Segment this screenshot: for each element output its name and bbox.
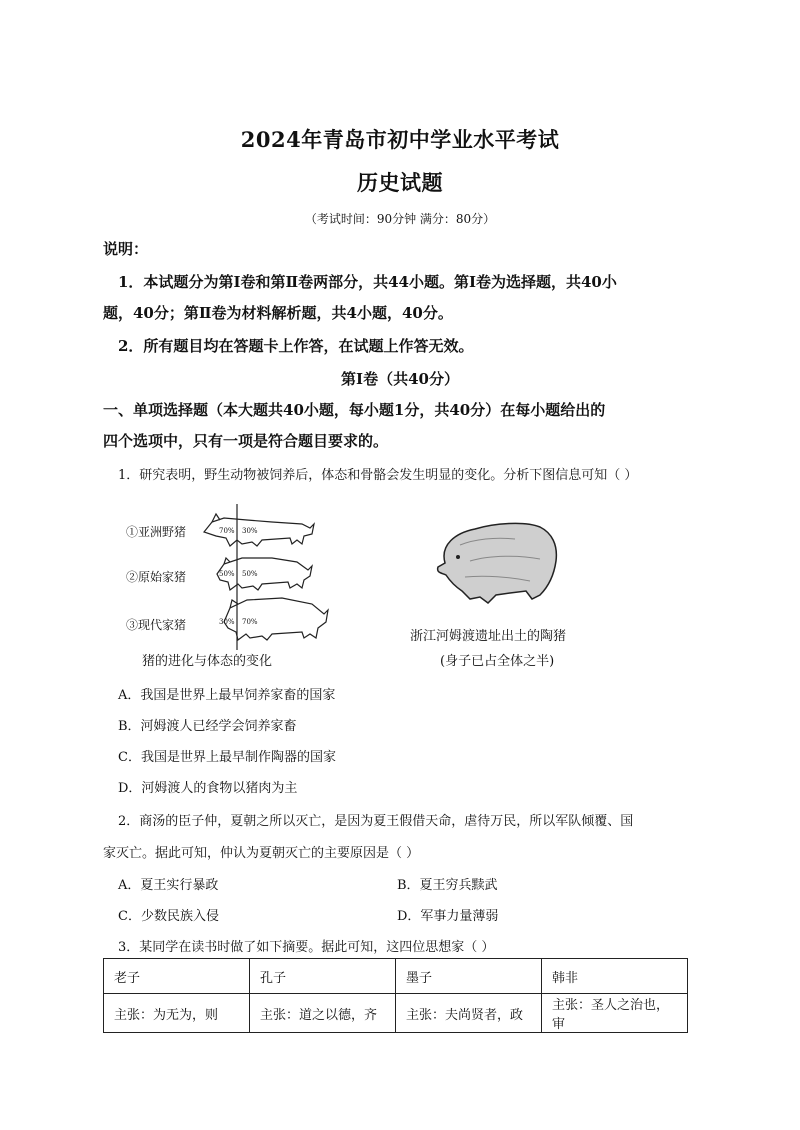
subject-title: 历史试题 — [357, 170, 443, 195]
instruction-item-1-line-1: 1．本试题分为第Ⅰ卷和第Ⅱ卷两部分，共44小题。第Ⅰ卷为选择题，共40小 — [118, 273, 617, 291]
exam-title: 2024年青岛市初中学业水平考试 — [240, 127, 560, 152]
part-heading-line-2: 四个选项中，只有一项是符合题目要求的。 — [103, 432, 389, 450]
thinkers-table — [103, 958, 688, 1033]
question-2-option-a: A．夏王实行暴政 — [118, 878, 219, 893]
table-header-cell: 老子 — [104, 959, 250, 994]
pig-row-3-front-pct: 30% — [219, 618, 235, 626]
question-3-stem: 3．某同学在读书时做了如下摘要。据此可知，这四位思想家（ ） — [118, 940, 495, 955]
pig-row-1-label: ①亚洲野猪 — [126, 525, 187, 539]
exam-info: （考试时间：90分钟 满分：80分） — [304, 212, 496, 226]
table-header-cell: 墨子 — [396, 959, 542, 994]
pottery-pig-icon — [400, 505, 620, 615]
question-1-option-b: B．河姆渡人已经学会饲养家畜 — [118, 719, 297, 734]
part-heading-line-1: 一、单项选择题（本大题共40小题，每小题1分，共40分）在每小题给出的 — [103, 401, 606, 419]
question-2-option-c: C．少数民族入侵 — [118, 909, 219, 924]
question-2-stem-line-1: 2．商汤的臣子仲，夏朝之所以灭亡，是因为夏王假借天命，虐待万民，所以军队倾覆、国 — [118, 814, 634, 829]
table-cell: 主张：圣人之治也，审 — [542, 994, 688, 1033]
pig-row-2-back-pct: 50% — [242, 570, 258, 578]
question-2-option-b: B．夏王穷兵黩武 — [397, 878, 498, 893]
table-row — [104, 994, 688, 1033]
table-header-cell: 孔子 — [250, 959, 396, 994]
table-cell: 主张：为无为，则 — [104, 994, 250, 1033]
pig-evolution-caption: 猪的进化与体态的变化 — [142, 654, 273, 669]
table-cell: 主张：夫尚贤者，政 — [396, 994, 542, 1033]
question-1-stem: 1．研究表明，野生动物被饲养后，体态和骨骼会发生明显的变化。分析下图信息可知（ ） — [118, 468, 638, 483]
question-1-option-c: C．我国是世界上最早制作陶器的国家 — [118, 750, 336, 765]
table-cell: 主张：道之以德，齐 — [250, 994, 396, 1033]
table-header-row — [104, 959, 688, 994]
question-2-stem-line-2: 家灭亡。据此可知，仲认为夏朝灭亡的主要原因是（ ） — [103, 846, 420, 861]
instructions-heading: 说明： — [103, 240, 149, 258]
pig-row-2-label: ②原始家猪 — [126, 570, 187, 584]
question-1-option-d: D．河姆渡人的食物以猪肉为主 — [118, 781, 298, 796]
question-2-option-d: D．军事力量薄弱 — [397, 909, 499, 924]
pig-evolution-figure — [112, 500, 342, 675]
pottery-pig-figure — [400, 505, 620, 675]
pig-row-2-front-pct: 50% — [219, 570, 235, 578]
question-1-option-a: A．我国是世界上最早饲养家畜的国家 — [118, 688, 336, 703]
volume-title: 第Ⅰ卷（共40分） — [341, 370, 459, 388]
pig-row-1-front-pct: 70% — [219, 527, 235, 535]
pig-row-1-back-pct: 30% — [242, 527, 258, 535]
table-header-cell: 韩非 — [542, 959, 688, 994]
modern-pig-icon — [224, 598, 328, 640]
instruction-item-2: 2．所有题目均在答题卡上作答，在试题上作答无效。 — [118, 337, 474, 355]
instruction-item-1-line-2: 题，40分；第Ⅱ卷为材料解析题，共4小题，40分。 — [103, 304, 453, 322]
pig-row-3-back-pct: 70% — [242, 618, 258, 626]
pottery-pig-caption-line-1: 浙江河姆渡遗址出土的陶猪 — [410, 629, 567, 644]
pig-row-3-label: ③现代家猪 — [126, 618, 187, 632]
pottery-pig-caption-line-2: (身子已占全体之半) — [440, 654, 555, 669]
